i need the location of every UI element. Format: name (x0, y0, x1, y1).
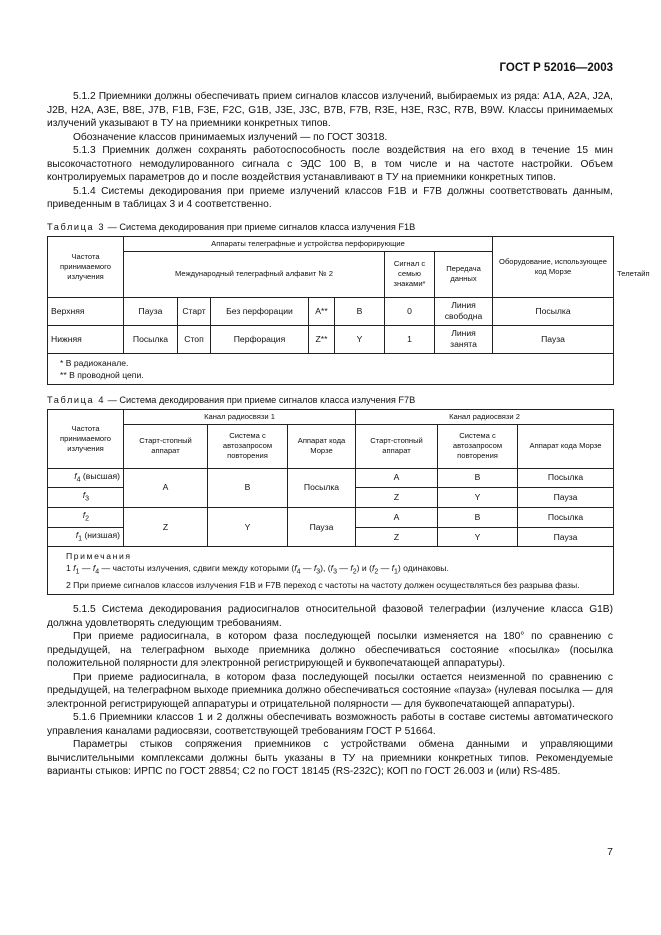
clause-5-1-6-paragraph: Параметры стыков сопряжения приемников с устройствами обмена данными и управляющими вычислительными комплексами должны быть указаны в ТУ на приемники конкретных типов. Рекомендуемые варианты стыков: ИРПС по ГОСТ 28854; С2 по ГОСТ 18145 (RS-232C); КОП по ГОСТ 26.003 и (или) RS-485. (47, 739, 613, 778)
t4-header-channel-1: Канал радиосвязи 1 (124, 409, 356, 424)
t3-cell: Старт (178, 297, 211, 325)
clause-5-1-5-paragraph: При приеме радиосигнала, в котором фаза последующей посылки изменяется на 180° по сравнению с предыдущей, на телеграфном выходе приемника должно обеспечиваться состояние «посылка» (посылка положительной полярности для электронной регистрирующей и буквопечатающей аппаратуры). (47, 631, 613, 670)
t3-cell: B (335, 297, 385, 325)
t3-cell: Верхняя (48, 297, 124, 325)
t4-header-channel-2: Канал радиосвязи 2 (356, 409, 614, 424)
t3-footnote: * В радиоканале. (60, 357, 129, 368)
t3-cell: Пауза (124, 297, 178, 325)
t3-cell: 1 (385, 325, 435, 353)
t4-note: 1 $f_1$ — $f_4$ — частоты излучения, сдвиги между которыми ($f_4$ — $f_3$), ($f_3$ — $f_2$) и ($f_2$ — $f_1$) одинаковы. (66, 563, 449, 577)
clause-5-1-4: 5.1.4 Системы декодирования при приеме излучений классов F1B и F7B должны соответствовать данным, приведенным в таблицах 3 и 4 соответственно. (47, 185, 613, 210)
table-row (48, 325, 614, 353)
t4-cell: Y (208, 507, 288, 546)
page-number: 7 (607, 846, 613, 858)
t4-cell: Y (438, 488, 518, 508)
t4-cell: A (356, 507, 438, 527)
t3-cell: Без перфорации (211, 297, 309, 325)
t4-cell: B (208, 468, 288, 507)
t3-header-data-transfer: Передача данных (435, 251, 493, 297)
t3-cell: Пауза (493, 325, 614, 353)
t3-cell: Перфорация (211, 325, 309, 353)
t3-cell: Посылка (493, 297, 614, 325)
table-4-label: Таблица 4 (47, 394, 106, 405)
t4-cell: Z (124, 507, 208, 546)
t4-cell: Пауза (518, 488, 614, 508)
t3-header-telegraph-group: Аппараты телеграфные и устройства перфорирующие (124, 236, 493, 251)
clause-5-1-6: 5.1.6 Приемники классов 1 и 2 должны обеспечивать возможность работы в составе системы автоматического управления каналами радиосвязи, соответствующей требованиям ГОСТ Р 51664. (47, 712, 613, 737)
t3-cell: Линия свободна (435, 297, 493, 325)
clause-5-1-5-paragraph: При приеме радиосигнала, в котором фаза последующей посылки остается неизменной по сравнению с предыдущей, на телеграфном выходе приемника должно обеспечиваться состояние «пауза» (нулевая посылка — для электронной регистрирующей аппаратуры и отрицательной полярности — для буквопечатающей аппаратуры). (47, 671, 613, 710)
t3-cell: Y (335, 325, 385, 353)
t3-footnote: ** В проводной цепи. (60, 369, 144, 380)
table-row (48, 297, 614, 325)
t3-header-frequency: Частота принимаемого излучения (48, 236, 124, 297)
table-4 (47, 409, 614, 596)
t4-frequency-f4-label: $f_4$ (высшая) (74, 470, 120, 484)
t3-header-morse: Оборудование, использующее код Морзе (493, 236, 614, 297)
t4-cell: Y (438, 527, 518, 547)
document-body (47, 90, 650, 779)
t4-header-morse: Аппарат кода Морзе (288, 424, 356, 468)
clause-5-1-2: 5.1.2 Приемники должны обеспечивать прием сигналов классов излучений, выбираемых из ряда: A1A, A2A, J2A, J2B, H2A, A3E, B8E, J7B, F1B, F3E, F2C, G1B, J3E, J3C, B7B, F7B, R3E, H3E, R3C, R7B, B9W. Классы принимаемых излучений указывают в ТУ на приемники конкретных типов. (47, 91, 613, 129)
t4-frequency-f3: $f_3$ (48, 488, 124, 508)
t3-cell: Линия занята (435, 325, 493, 353)
t4-header-frequency: Частота принимаемого излучения (48, 409, 124, 468)
t3-header-seven-signal: Сигнал с семью знаками* (385, 251, 435, 297)
table-row (48, 507, 614, 527)
t3-cell: Нижняя (48, 325, 124, 353)
t4-cell: Z (356, 488, 438, 508)
t4-frequency-f2: $f_2$ (48, 507, 124, 527)
t3-footnotes (48, 353, 614, 384)
t3-cell: 0 (385, 297, 435, 325)
t4-notes-title: Примечания (66, 551, 132, 562)
table-3: Частота принимаемого излучения Аппараты телеграфные и устройства перфорирующие Оборудование, использующее код Морзе Международный телеграфный алфавит № 2 Сигнал с семью знаками* Передача данных Телетайп Верхняя Пауза Старт Без перфорации A** B 0 Линия свободна Посылка Нижняя Посылка Стоп Перфорация Z** Y 1 Линия занята Пауза * В радиоканале. ** В проводной цепи. (47, 236, 614, 385)
t4-cell: A (356, 468, 438, 488)
t4-note: 2 При приеме сигналов классов излучения F1B и F7B переход с частоты на частоту должен осуществляться без разрыва фазы. (66, 580, 580, 591)
t4-cell: Пауза (518, 527, 614, 547)
t3-cell: Стоп (178, 325, 211, 353)
t4-header-start-stop: Старт-стопный аппарат (124, 424, 208, 468)
t4-cell: Z (356, 527, 438, 547)
clause-5-1-2-reference: Обозначение классов принимаемых излучений — по ГОСТ 30318. (73, 131, 388, 143)
table-4-caption (47, 395, 613, 405)
t4-cell: B (438, 468, 518, 488)
table-3-label: Таблица 3 (47, 221, 106, 232)
t4-header-arq: Система с автозапросом повторения (438, 424, 518, 468)
t4-header-start-stop: Старт-стопный аппарат (356, 424, 438, 468)
t4-frequency-f1: $f_1$ (низшая) (48, 527, 124, 547)
t4-cell: B (438, 507, 518, 527)
table-4-title: — Система декодирования при приеме сигналов класса излучения F7B (105, 394, 416, 405)
document-page (47, 0, 650, 935)
t4-header-morse: Аппарат кода Морзе (518, 424, 614, 468)
clause-5-1-3: 5.1.3 Приемник должен сохранять работоспособность после воздействия на его вход в течение 15 мин высокочастотного немодулированного сигнала с ЭДС 100 В, в том числе и на частоте настройки. Объем контролируемых параметров до и после воздействия устанавливают в ТУ на приемники конкретных типов. (47, 145, 613, 183)
t3-cell: Посылка (124, 325, 178, 353)
t4-cell: Посылка (518, 507, 614, 527)
table-row (48, 468, 614, 488)
table-3-caption (47, 222, 613, 232)
t4-notes (48, 547, 614, 595)
t4-cell: Посылка (288, 468, 356, 507)
clause-5-1-5: 5.1.5 Система декодирования радиосигналов относительной фазовой телеграфии (излучение класса G1B) должна удовлетворять следующим требованиям. (47, 604, 613, 629)
table-3-title: — Система декодирования при приеме сигналов класса излучения F1B (105, 221, 416, 232)
t3-cell: A** (309, 297, 335, 325)
t4-cell: Посылка (518, 468, 614, 488)
t4-header-arq: Система с автозапросом повторения (208, 424, 288, 468)
t3-cell: Z** (309, 325, 335, 353)
t3-header-intl-alphabet: Международный телеграфный алфавит № 2 (124, 251, 385, 297)
t4-cell: Пауза (288, 507, 356, 546)
standard-designation: ГОСТ Р 52016—2003 (499, 62, 613, 74)
t4-cell: A (124, 468, 208, 507)
t4-frequency-f4 (48, 468, 124, 488)
